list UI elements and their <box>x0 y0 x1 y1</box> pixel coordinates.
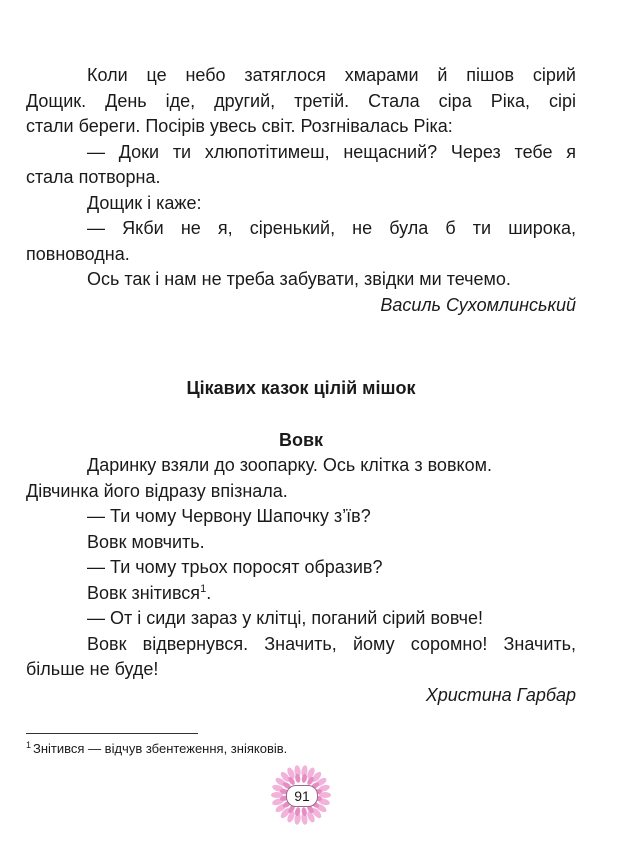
footnote-text: Знітився — відчув збентеження, зніяковів. <box>33 741 288 756</box>
footnote-mark: 1 <box>26 740 32 750</box>
paragraph-line: Вовк мовчить. <box>87 531 205 552</box>
paragraph-line: — Ти чому трьох поросят образив? <box>87 557 383 577</box>
paragraph-line: Дощик і каже: <box>87 192 202 213</box>
paragraph-line <box>26 581 576 607</box>
paragraph-line: Дощик. День іде, другий, третій. Стала сіра Ріка, сірі <box>26 90 576 111</box>
paragraph-line: — От і сиди зараз у клітці, поганий сірий вовче! <box>87 608 483 628</box>
paragraph-line: Даринку взяли до зоопарку. Ось клітка з вовком. <box>87 455 492 475</box>
story-author: Василь Сухомлинський <box>380 294 576 315</box>
sentence-end: . <box>206 582 212 603</box>
footnote-reference: 1 <box>200 582 207 595</box>
story-rain-and-river <box>26 63 576 318</box>
paragraph-line: Ось так і нам не треба забувати, звідки ми течемо. <box>87 269 511 289</box>
footnote <box>26 740 287 758</box>
paragraph-line: стала потворна. <box>26 167 161 187</box>
page-number: 91 <box>286 785 318 807</box>
paragraph-line: — Якби не я, сіренький, не була б ти широка, <box>87 218 576 238</box>
story-title: Вовк <box>278 429 324 450</box>
paragraph-line: — Доки ти хлюпотітимеш, нещасний? Через тебе я <box>87 141 576 162</box>
story-wolf <box>26 428 576 709</box>
section-title: Цікавих казок цілій мішок <box>186 378 416 398</box>
paragraph-line: — Ти чому Червону Шапочку з’їв? <box>87 506 371 526</box>
paragraph-line: стали береги. Посірів увесь світ. Розгнівалась Ріка: <box>26 116 453 136</box>
paragraph-line: повноводна. <box>26 243 130 264</box>
paragraph-line: Дівчинка його відразу впізнала. <box>26 480 288 501</box>
story-author: Христина Гарбар <box>425 684 576 705</box>
footnote-divider <box>26 733 198 734</box>
paragraph-line: більше не буде! <box>26 659 159 679</box>
paragraph-line: Коли це небо затяглося хмарами й пішов сірий <box>87 65 576 85</box>
paragraph-line: Вовк відвернувся. Значить, йому соромно! Значить, <box>87 633 576 654</box>
footnoted-text: Вовк знітився <box>87 582 201 603</box>
page-body <box>26 63 576 708</box>
